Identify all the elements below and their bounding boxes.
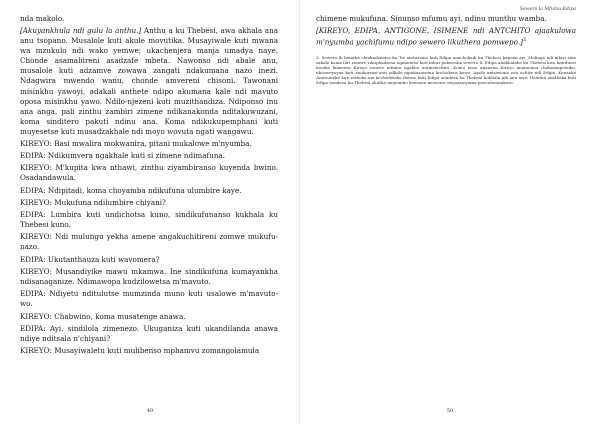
stage-direction-text: [KIREYO, EDIPA, ANTIGONE, ISIMENE ndi ANTCHITO ajaakulowa m'nyumba yachifumu ndipo sewero likuthera pomwepo.] [316,26,576,47]
closing-stage-direction [316,26,576,47]
left-page-body [20,14,278,356]
right-page [300,0,600,424]
dialogue-line: EDIPA: Ukutanthauza kuti wavomera? [20,254,160,264]
footnote-marker: 3 [522,38,526,44]
dialogue-line: KIREYO: Musandiyike mawu mkamwa. Ine sindikufuna kumayankha ndisanaganize. Ndimawopa kudzilowetsa m'mavuto. [20,266,278,286]
dialogue-line: EDIPA: Ndiyetu nditulutse mumzinda muno kuti usalowe m'mavuto-wo. [20,289,278,309]
paragraph-rest: Anthu a ku Thebesi, awa akhala ana anu tsopano. Musalole kuti akule movutika. Musayiwale kuti mwana wa mzukulo ndi wako yemwe; ukachenjera manja umadya naye. Chonde asamaliireni asadzafe mbeta. Nawonso ndi abale anu, musalole kuti adzamve zowawa zangati ndakumana nazo inezi. Ndagwira mwendo wanu, chonde amvereni chisoni. Tawonani misinkhu yawoyi, adakali anthete ndipo akumana kale ndi mavuto oposa misinkhu yawo. Ndilo-njezeni kuti muzithandiza. Ndiponso inu ana anga, pali zinthu zambiri zimene ndikanakonda nditakuwuzani, koma sinditero pakuti ndinu ana. Koma ndikukupemphani kuti muyesetse kuti musadzakhale ndi moyo wovuta ngati wangawu. [20,26,278,136]
dialogue-line: KIREYO: M'kupita kwa nthawi, zinthu ziyambiranso kuyenda bwino. Osadandawula. [20,163,278,183]
stage-direction-paragraph [20,26,278,137]
stage-direction: [Akuyankhula ndi gulu la anthu.] [20,26,142,36]
dialogue-line: EDIPA: Ndikumvera ngakhale kuti si zimene ndimafuna. [20,151,226,161]
dialogue-line: EDIPA: Lumbira kuti undichotsa kuno, sindikufunanso kukhala ku Thebesi kuno. [20,210,278,230]
footnote: 3. Sewero ili limatha chiakudzitsira ku 'he motwizino kuti Edipa anachokadi ku Thebesi kapena ayi. Malinga ndi mbiri zina zakale koma iliri zomwe zikuphadzesa nganentso kuti mbiri pokwesha sewero li. Edipa anakhalabe ku Thebesi kwa kanthawi monka kumvera Kireyo zomwe mfumu ngakhe mumeinchiro. Koma enso ananena Kireyo anamonna chakumapetsiko, nkosweyoyaa kuti anakorrazi-anti adkale mpakuzawona kuchokera kowo. Apolo amzawona zoti achite ndi Edipa. Kenaake Anawoneka kuti mthoko ina kechedweko ikonso kuti Edipa anadeza ku Thebesi kukhala ndi ana awo. Hendeti zindhaka kuti Edipa anadeza ku Thebesi akutha mnyumbo konsona mowona owyazaniyama poncalemunkezo. [316,54,576,86]
dialogue-line: KIREYO: Basi mwalira mokwanira, pitani mukalowe m'nyumba. [20,138,252,148]
page-number-left: 49 [146,408,154,414]
dialogue-line: EDIPA: Ayi, sindilola zimenezo. Ukuganiza kuti ukandilanda anawa ndiye nditsala n'chiyani? [20,323,278,343]
paragraph: nda makolo. [20,14,65,23]
running-head-right: Sewero la Mfumu Edipa [519,7,576,12]
dialogue-line: KIREYO: Mukufuna ndilumbire chiyani? [20,197,166,207]
dialogue-line: KIREYO: Ndi mulungu yekha amene angakuchitireni zomwe mukufu-nazo. [20,232,278,252]
dialogue-line: EDIPA: Ndipitadi, koma choyamba ndikufuna ulumbire kaye. [20,185,242,195]
dialogue-line: chimene mukufuna. Sinunso mfumu ayi, ndinu munthu wamba. [316,14,547,23]
dialogue-line: KIREYO: Chabwino, koma musatenge anawa. [20,311,186,321]
right-page-body [316,14,576,85]
page-number-right: 50 [446,408,454,414]
running-head-left [20,6,278,14]
dialogue-line: KIREYO: Musayiwaletu kuti mulibenso mphamvu zomangolamula [20,346,260,356]
